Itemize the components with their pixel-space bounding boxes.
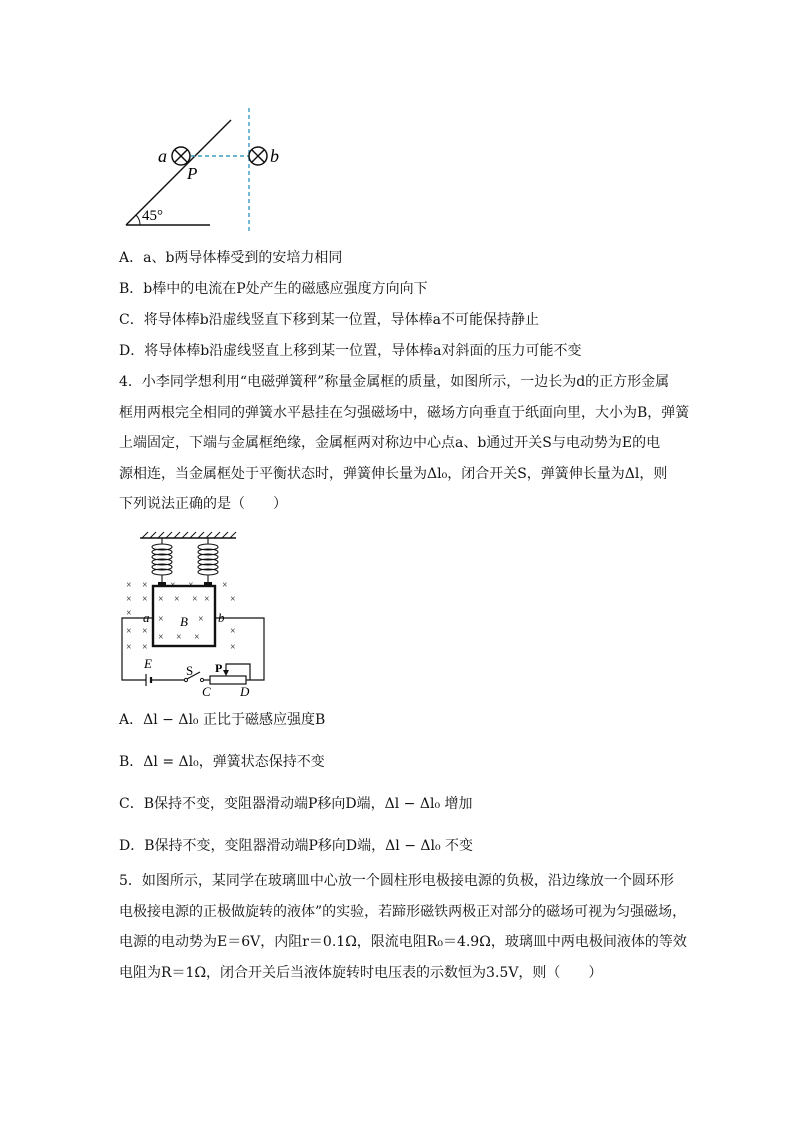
figure-spring-balance <box>118 530 270 700</box>
q4-stem <box>119 367 690 520</box>
svg-text:×: × <box>188 580 194 591</box>
q4-option-a: A．Δl − Δl₀ 正比于磁感应强度B <box>119 712 326 728</box>
svg-text:×: × <box>142 626 148 637</box>
q3-option-c: C．将导体棒b沿虚线竖直下移到某一位置，导体棒a不可能保持静止 <box>119 312 540 328</box>
fig2-label-B: B <box>180 614 188 629</box>
q4-line: 源相连，当金属框处于平衡状态时，弹簧伸长量为Δl₀，闭合开关S，弹簧伸长量为Δl，则 <box>119 465 668 482</box>
svg-text:×: × <box>126 642 132 653</box>
q5-line: 5．如图所示，某同学在玻璃皿中心放一个圆柱形电极接电源的负极，沿边缘放一个圆环形 <box>119 873 674 889</box>
svg-text:×: × <box>170 580 176 591</box>
q4-line: 框用两根完全相同的弹簧水平悬挂在匀强磁场中，磁场方向垂直于纸面向里，大小为B，弹簧 <box>119 404 690 421</box>
q4-option-b: B．Δl = Δl₀，弹簧状态保持不变 <box>119 754 325 770</box>
svg-text:×: × <box>198 614 204 625</box>
svg-text:×: × <box>192 594 198 605</box>
q5-stem <box>119 866 687 988</box>
svg-text:×: × <box>142 642 148 653</box>
svg-text:×: × <box>126 580 132 591</box>
q4-line: 下列说法正确的是（ ） <box>119 496 287 512</box>
label-angle: 45° <box>142 208 163 224</box>
q5-line: 电极接电源的正极做旋转的液体”的实验，若蹄形磁铁两极正对部分的磁场可视为匀强磁场， <box>119 903 687 920</box>
fig2-label-D: D <box>240 684 250 699</box>
fig2-label-b: b <box>218 610 225 625</box>
q4-line: 上端固定，下端与金属框绝缘，金属框两对称边中心点a、b通过开关S与电动势为E的电 <box>119 435 661 451</box>
svg-text:×: × <box>126 608 132 619</box>
svg-text:×: × <box>194 632 200 643</box>
label-a: a <box>158 146 167 166</box>
svg-text:×: × <box>230 642 236 653</box>
q3-option-a: A．a、b两导体棒受到的安培力相同 <box>119 250 343 266</box>
q4-line: 4．小李同学想利用“电磁弹簧秤”称量金属框的质量，如图所示，一边长为d的正方形金属 <box>119 374 670 390</box>
svg-text:×: × <box>230 626 236 637</box>
svg-text:×: × <box>126 626 132 637</box>
q3-option-b: B．b棒中的电流在P处产生的磁感应强度方向向下 <box>119 281 428 297</box>
svg-text:×: × <box>158 632 164 643</box>
spring-left-icon <box>152 538 172 582</box>
q5-line: 电源的电动势为E＝6V，内阻r＝0.1Ω，限流电阻R₀＝4.9Ω，玻璃皿中两电极间液体的等效 <box>119 934 687 950</box>
fig2-label-S: S <box>186 663 194 678</box>
svg-text:×: × <box>222 580 228 591</box>
q4-option-c: C．B保持不变，变阻器滑动端P移向D端，Δl − Δl₀ 增加 <box>119 796 473 812</box>
fig2-label-C: C <box>202 684 211 699</box>
svg-text:×: × <box>176 632 182 643</box>
rod-b-icon <box>249 147 267 165</box>
fig2-label-a: a <box>143 610 150 625</box>
label-b: b <box>270 146 279 166</box>
svg-text:×: × <box>126 594 132 605</box>
svg-text:×: × <box>204 594 210 605</box>
svg-text:×: × <box>142 580 148 591</box>
spring-right-icon <box>198 538 218 582</box>
q3-option-d: D．将导体棒b沿虚线竖直上移到某一位置，导体棒a对斜面的压力可能不变 <box>119 343 582 359</box>
svg-text:×: × <box>142 594 148 605</box>
q4-option-d: D．B保持不变，变阻器滑动端P移向D端，Δl − Δl₀ 不变 <box>119 838 474 854</box>
figure-incline <box>120 104 280 234</box>
fig2-label-E: E <box>144 656 152 671</box>
svg-text:×: × <box>230 594 236 605</box>
svg-text:×: × <box>174 594 180 605</box>
rod-a-icon <box>172 147 190 165</box>
q5-line: 电阻为R＝1Ω，闭合开关后当液体旋转时电压表的示数恒为3.5V，则（ ） <box>119 964 603 981</box>
label-p: P <box>187 164 198 183</box>
fig2-label-P: P <box>215 661 223 675</box>
svg-text:×: × <box>158 594 164 605</box>
svg-text:×: × <box>158 614 164 625</box>
